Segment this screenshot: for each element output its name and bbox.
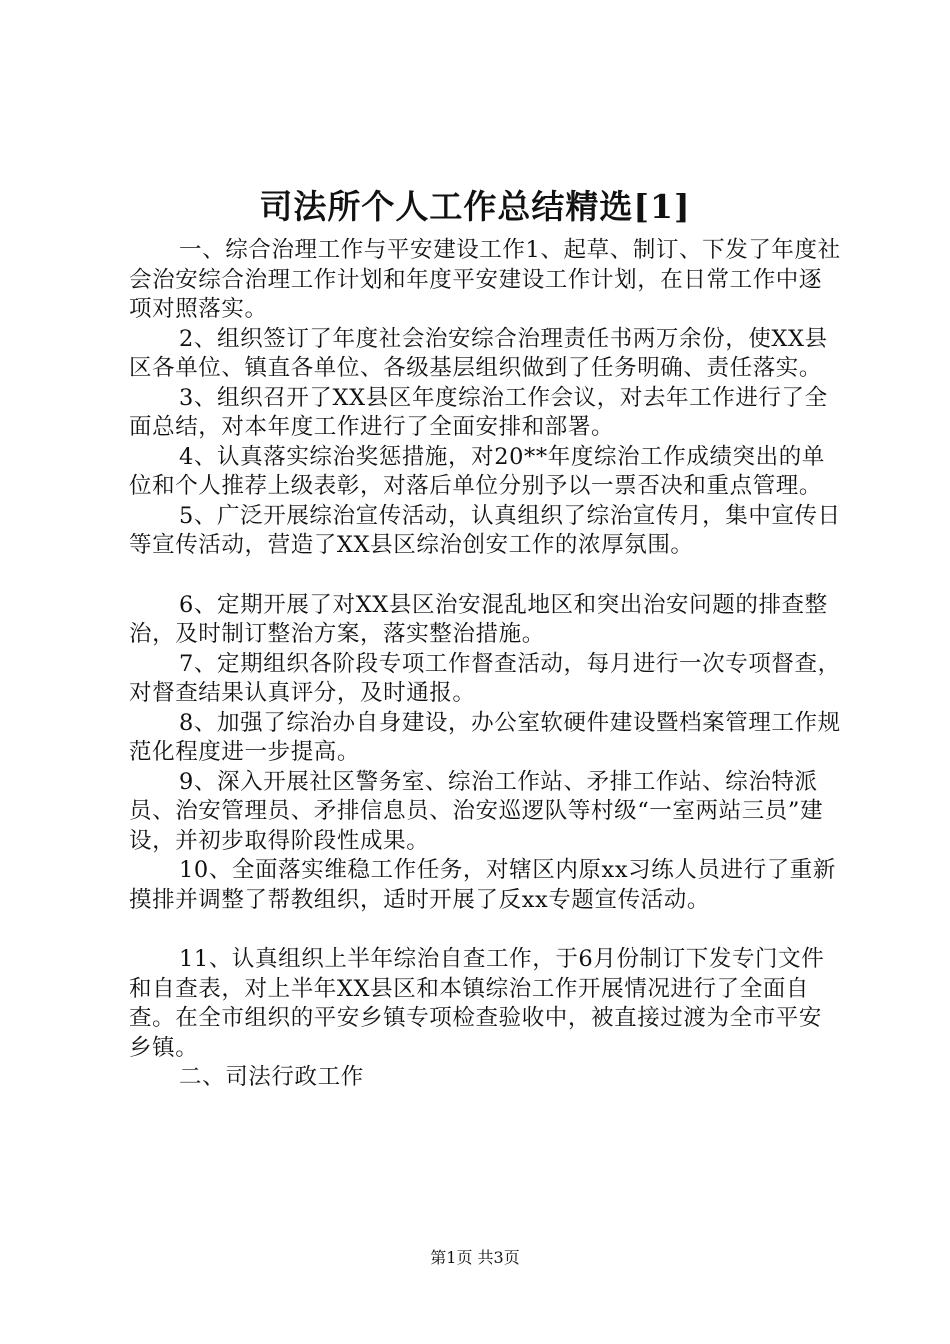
document-title: 司法所个人工作总结精选[1] <box>259 187 691 226</box>
paragraph-2: 2、组织签订了年度社会治安综合治理责任书两万余份，使XX县区各单位、镇直各单位、各级基层组织做到了任务明确、责任落实。 <box>129 325 828 381</box>
paragraph-8: 8、加强了综治办自身建设，办公室软硬件建设暨档案管理工作规范化程度进一步提高。 <box>129 709 841 765</box>
document-body <box>129 236 841 1093</box>
paragraph-9: 9、深入开展社区警务室、综治工作站、矛排工作站、综治特派员、治安管理员、矛排信息员、治安巡逻队等村级“一室两站三员”建设，并初步取得阶段性成果。 <box>129 768 824 854</box>
paragraph-11: 11、认真组织上半年综治自查工作，于6月份制订下发专门文件和自查表，对上半年XX县区和本镇综治工作开展情况进行了全面自查。在全市组织的平安乡镇专项检查验收中，被直接过渡为全市平安乡镇。 <box>129 946 825 1061</box>
paragraph-7: 7、定期组织各阶段专项工作督查活动，每月进行一次专项督查，对督查结果认真评分，及时通报。 <box>129 650 841 706</box>
paragraph-3: 3、组织召开了XX县区年度综治工作会议，对去年工作进行了全面总结，对本年度工作进行了全面安排和部署。 <box>129 384 828 440</box>
paragraph-1: 一、综合治理工作与平安建设工作1、起草、制订、下发了年度社会治安综合治理工作计划和年度平安建设工作计划，在日常工作中逐项对照落实。 <box>129 237 841 322</box>
page-footer: 第1页 共3页 <box>430 1248 520 1267</box>
paragraph-4: 4、认真落实综治奖惩措施，对20**年度综治工作成绩突出的单位和个人推荐上级表彰，对落后单位分别予以一票否决和重点管理。 <box>129 443 825 499</box>
paragraph-10: 10、全面落实维稳工作任务，对辖区内原xx习练人员进行了重新摸排并调整了帮教组织，适时开展了反xx专题宣传活动。 <box>129 857 837 913</box>
paragraph-6: 6、定期开展了对XX县区治安混乱地区和突出治安问题的排查整治，及时制订整治方案，落实整治措施。 <box>129 591 828 647</box>
paragraph-5: 5、广泛开展综治宣传活动，认真组织了综治宣传月，集中宣传日等宣传活动，营造了XX县区综治创安工作的浓厚氛围。 <box>129 502 841 558</box>
section-heading-2: 二、司法行政工作 <box>179 1064 364 1090</box>
